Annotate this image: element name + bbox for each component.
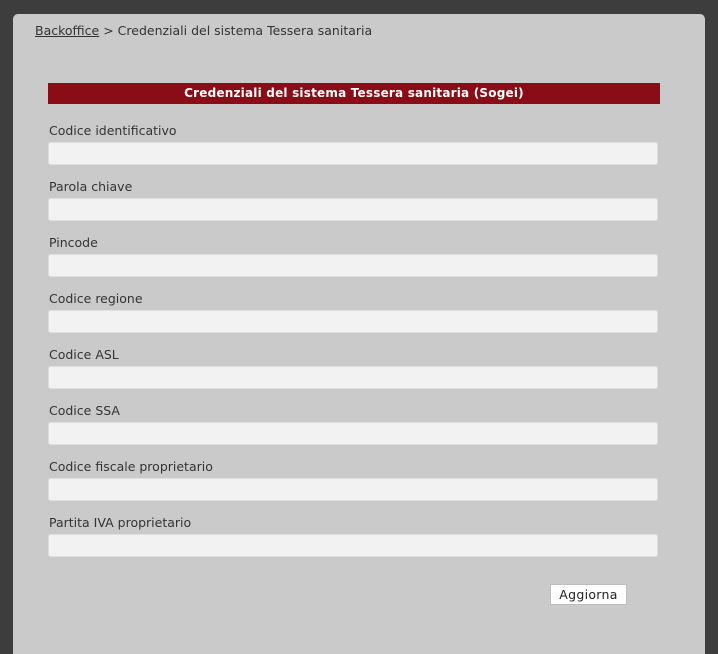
codice-regione-input[interactable] <box>48 310 658 333</box>
field-label-partita-iva-proprietario: Partita IVA proprietario <box>49 515 192 530</box>
pincode-input[interactable] <box>48 254 658 277</box>
form-title: Credenziali del sistema Tessera sanitaria (Sogei) <box>48 83 660 104</box>
breadcrumb-current: Credenziali del sistema Tessera sanitaria <box>117 23 373 38</box>
field-label-parola-chiave: Parola chiave <box>49 179 133 194</box>
breadcrumb <box>35 23 372 38</box>
parola-chiave-input[interactable] <box>48 198 658 221</box>
breadcrumb-separator: > <box>103 23 114 38</box>
breadcrumb-link-backoffice[interactable]: Backoffice <box>35 23 100 38</box>
field-label-codice-ssa: Codice SSA <box>49 403 120 418</box>
codice-fiscale-proprietario-input[interactable] <box>48 478 658 501</box>
field-label-codice-regione: Codice regione <box>49 291 143 306</box>
codice-asl-input[interactable] <box>48 366 658 389</box>
field-label-pincode: Pincode <box>49 235 98 250</box>
aggiorna-button[interactable]: Aggiorna <box>550 584 627 605</box>
codice-ssa-input[interactable] <box>48 422 658 445</box>
codice-identificativo-input[interactable] <box>48 142 658 165</box>
main-panel <box>13 14 705 654</box>
field-label-codice-identificativo: Codice identificativo <box>49 123 177 138</box>
field-label-codice-fiscale-proprietario: Codice fiscale proprietario <box>49 459 213 474</box>
field-label-codice-asl: Codice ASL <box>49 347 119 362</box>
partita-iva-proprietario-input[interactable] <box>48 534 658 557</box>
